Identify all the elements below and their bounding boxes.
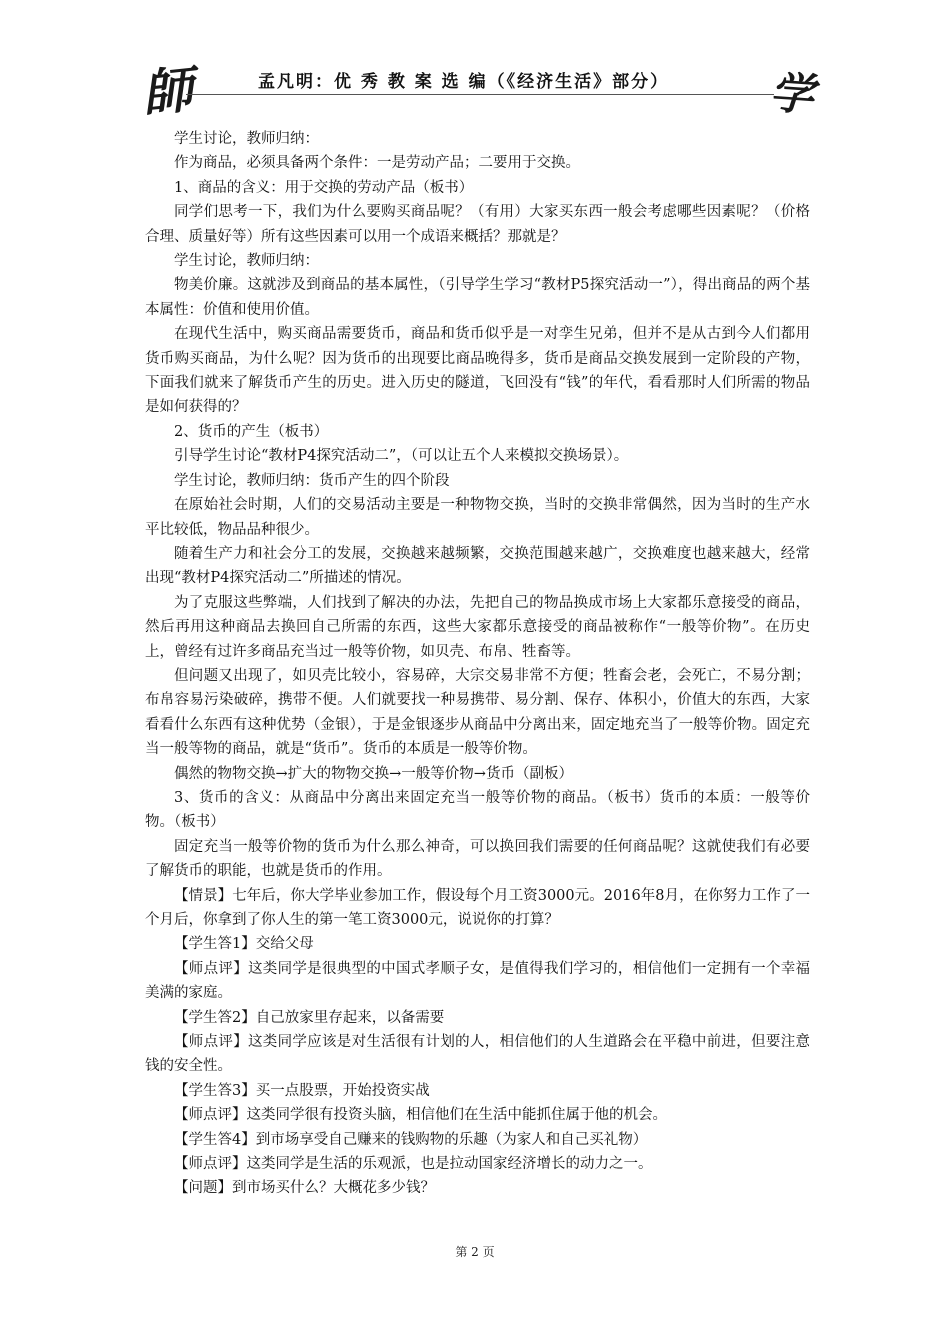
paragraph: 学生讨论，教师归纳： [174,253,319,270]
header-rule [186,94,774,95]
page-footer [0,1243,950,1260]
paragraph: 【师点评】这类同学很有投资头脑，相信他们在生活中能抓住属于他的机会。 [174,1107,667,1124]
paragraph: 随着生产力和社会分工的发展，交换越来越频繁，交换范围越来越广，交换难度也越来越大，经常出现“教材P4探究活动二”所描述的情况。 [145,545,810,587]
paragraph: 学生讨论，教师归纳： [174,131,319,147]
paragraph: 【学生答3】买一点股票，开始投资实战 [174,1082,430,1099]
section-heading: 2、货币的产生（板书） [174,423,329,440]
paragraph: 偶然的物物交换→扩大的物物交换→一般等价物→货币（副板） [174,765,573,782]
section-heading: 3、货币的含义：从商品中分离出来固定充当一般等价物的商品。（板书）货币的本质：一般等价物。（板书） [145,789,810,831]
paragraph: 【问题】到市场买什么？大概花多少钱？ [174,1180,435,1197]
paragraph: 物美价廉。这就涉及到商品的基本属性，（引导学生学习“教材P5探究活动一”），得出商品的两个基本属性：价值和使用价值。 [145,277,810,318]
paragraph: 【师点评】这类同学是很典型的中国式孝顺子女，是值得我们学习的，相信他们一定拥有一个幸福美满的家庭。 [145,960,810,1002]
calligraphy-glyph-left: 師 [139,59,196,124]
paragraph: 作为商品，必须具备两个条件：一是劳动产品；二要用于交换。 [174,155,580,172]
document-body [145,127,810,1201]
page-header [0,0,950,124]
paragraph: 【师点评】这类同学是生活的乐观派，也是拉动国家经济增长的动力之一。 [174,1156,653,1173]
paragraph: 同学们思考一下，我们为什么要购买商品呢？（有用）大家买东西一般会考虑哪些因素呢？（价格合理、质量好等）所有这些因素可以用一个成语来概括？那就是？ [145,204,810,245]
paragraph: 学生讨论，教师归纳：货币产生的四个阶段 [174,472,450,489]
paragraph: 在现代生活中，购买商品需要货币，商品和货币似乎是一对孪生兄弟，但并不是从古到今人们都用货币购买商品，为什么呢？因为货币的出现要比商品晚得多，货币是商品交换发展到一定阶段的产物，下面我们就来了解货币产生的历史。进入历史的隧道，飞回没有“钱”的年代，看看那时人们所需的物品是如何获得的？ [145,326,810,416]
paragraph: 固定充当一般等价物的货币为什么那么神奇，可以换回我们需要的任何商品呢？这就使我们有必要了解货币的职能，也就是货币的作用。 [145,838,810,880]
paragraph: 【师点评】这类同学应该是对生活很有计划的人，相信他们的人生道路会在平稳中前进，但要注意钱的安全性。 [145,1034,810,1075]
paragraph: 但问题又出现了，如贝壳比较小，容易碎，大宗交易非常不方便；牲畜会老，会死亡，不易分割；布帛容易污染破碎，携带不便。人们就要找一种易携带、易分割、保存、体积小，价值大的东西，大家看看什么东西有这种优势（金银），于是金银逐步从商品中分离出来，固定地充当了一般等价物。固定充当一般等物的商品，就是“货币”。货币的本质是一般等价物。 [145,667,810,758]
paragraph: 引导学生讨论“教材P4探究活动二”，（可以让五个人来模拟交换场景）。 [174,448,629,465]
paragraph: 【学生答2】自己放家里存起来，以备需要 [174,1009,445,1026]
paragraph: 在原始社会时期，人们的交易活动主要是一种物物交换，当时的交换非常偶然，因为当时的生产水平比较低，物品品种很少。 [145,497,810,538]
paragraph: 【学生答4】到市场享受自己赚来的钱购物的乐趣（为家人和自己买礼物） [174,1131,648,1148]
page-number: 第 2 页 [455,1245,495,1259]
header-title: 孟凡明：优 秀 教 案 选 编（《经济生活》部分） [258,72,670,92]
paragraph: 为了克服这些弊端，人们找到了解决的办法，先把自己的物品换成市场上大家都乐意接受的商品，然后再用这种商品去换回自己所需的东西，这些大家都乐意接受的商品被称作“一般等价物”。在历史上，曾经有过许多商品充当过一般等价物，如贝壳、布帛、牲畜等。 [145,594,810,660]
paragraph: 【学生答1】交给父母 [174,936,314,953]
calligraphy-glyph-right: 学 [767,67,816,122]
section-heading: 1、商品的含义：用于交换的劳动产品（板书） [174,179,474,196]
paragraph: 【情景】七年后，你大学毕业参加工作，假设每个月工资3000元。2016年8月，在你努力工作了一个月后，你拿到了你人生的第一笔工资3000元，说说你的打算？ [145,887,810,928]
